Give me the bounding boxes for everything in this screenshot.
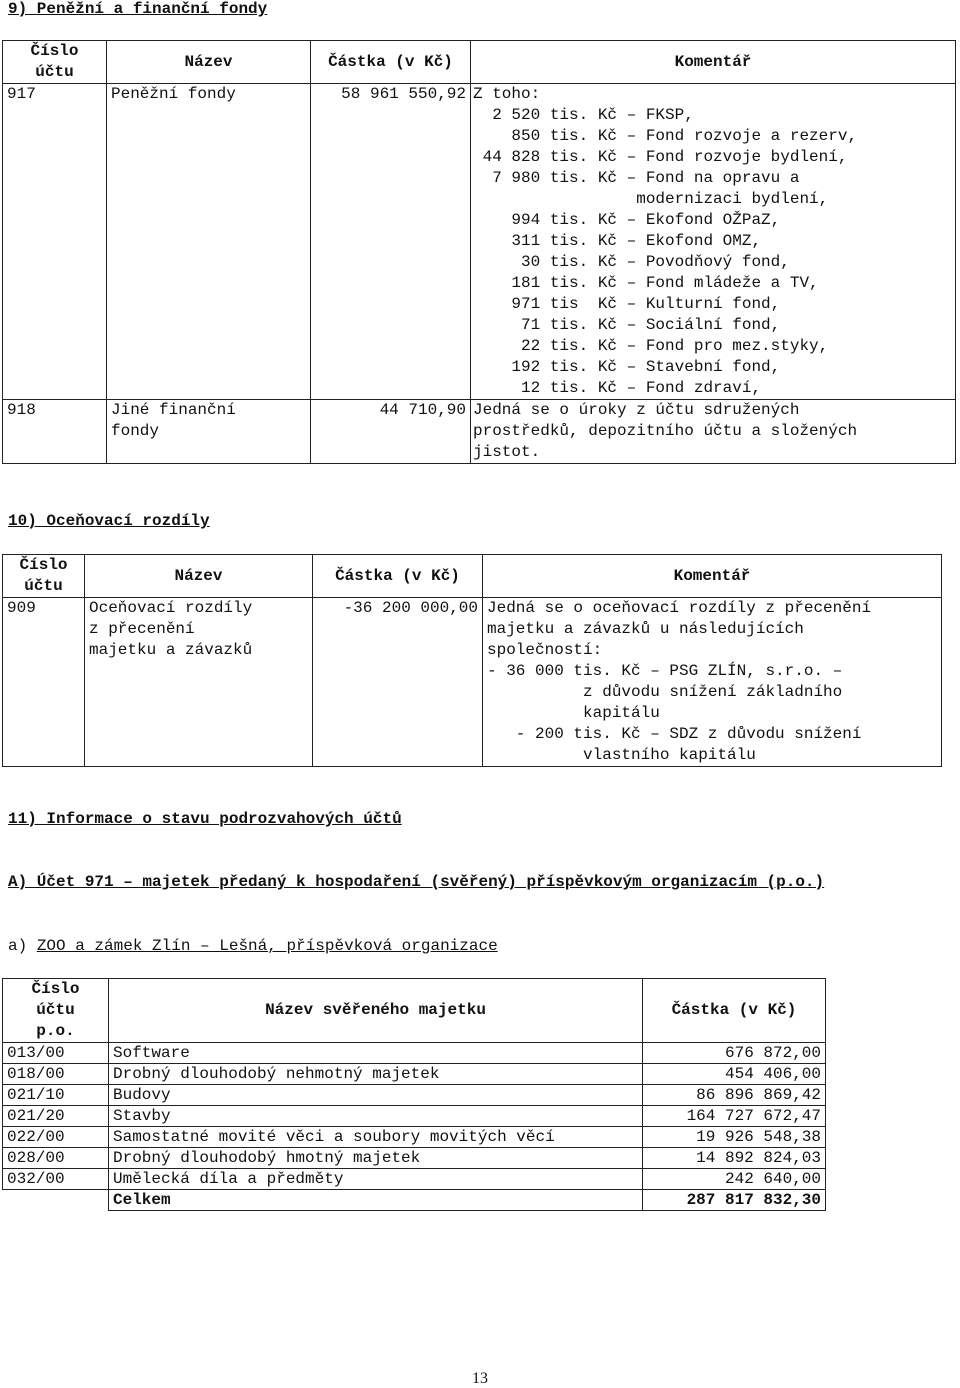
asset-name: Samostatné movité věci a soubory movitých věcí	[109, 1127, 643, 1148]
total-row	[3, 1190, 826, 1211]
table-row	[3, 598, 942, 767]
empty-cell	[3, 1190, 109, 1211]
account-number: 032/00	[3, 1169, 109, 1190]
col-account-number: Číslo účtu p.o.	[3, 979, 109, 1043]
table-row	[3, 1106, 826, 1127]
amount: 454 406,00	[643, 1064, 826, 1085]
table-row	[3, 1127, 826, 1148]
section-10-title: 10) Oceňovací rozdíly	[8, 512, 210, 530]
comment: Jedná se o úroky z účtu sdružených prostředků, depozitního účtu a složených jistot.	[471, 400, 956, 464]
col-name: Název	[85, 555, 313, 598]
section-9-title: 9) Peněžní a finanční fondy	[8, 0, 268, 18]
organization-line	[8, 937, 498, 955]
col-account-number: Číslo účtu	[3, 41, 107, 84]
col-account-number: Číslo účtu	[3, 555, 85, 598]
total-amount: 287 817 832,30	[643, 1190, 826, 1211]
account-number: 022/00	[3, 1127, 109, 1148]
account-number: 021/20	[3, 1106, 109, 1127]
account-number: 021/10	[3, 1085, 109, 1106]
table-row	[3, 1043, 826, 1064]
table-row	[3, 84, 956, 400]
account-number: 917	[3, 84, 107, 400]
organization-name: ZOO a zámek Zlín – Lešná, příspěvková organizace	[36, 937, 498, 955]
section-11-title: 11) Informace o stavu podrozvahových účtů	[8, 810, 402, 828]
section-11a-subtitle: A) Účet 971 – majetek předaný k hospodaření (svěřený) příspěvkovým organizacím (p.o.)	[8, 873, 825, 891]
asset-name: Budovy	[109, 1085, 643, 1106]
valuation-table	[2, 554, 942, 767]
col-amount: Částka (v Kč)	[643, 979, 826, 1043]
amount: 676 872,00	[643, 1043, 826, 1064]
comment: Z toho: 2 520 tis. Kč – FKSP, 850 tis. Kč – Fond rozvoje a rezerv, 44 828 tis. Kč – Fond rozvoje bydlení, 7 980 tis. Kč – Fond na opravu a modernizaci bydlení, 994 tis. Kč – Ekofond OŽPaZ, 311 tis. Kč – Ekofond OMZ, 30 tis. Kč – Povodňový fond, 181 tis. Kč – Fond mládeže a TV, 971 tis Kč – Kulturní fond, 71 tis. Kč – Sociální fond, 22 tis. Kč – Fond pro mez.styky, 192 tis. Kč – Stavební fond, 12 tis. Kč – Fond zdraví,	[471, 84, 956, 400]
total-label: Celkem	[109, 1190, 643, 1211]
assets-table	[2, 978, 826, 1211]
asset-name: Drobný dlouhodobý nehmotný majetek	[109, 1064, 643, 1085]
amount: 19 926 548,38	[643, 1127, 826, 1148]
col-amount: Částka (v Kč)	[313, 555, 483, 598]
asset-name: Stavby	[109, 1106, 643, 1127]
asset-name: Umělecká díla a předměty	[109, 1169, 643, 1190]
asset-name: Software	[109, 1043, 643, 1064]
table-row	[3, 1169, 826, 1190]
col-amount: Částka (v Kč)	[311, 41, 471, 84]
account-number: 013/00	[3, 1043, 109, 1064]
funds-table	[2, 40, 956, 464]
table-row	[3, 1064, 826, 1085]
amount: 58 961 550,92	[311, 84, 471, 400]
col-name: Název	[107, 41, 311, 84]
org-prefix: a)	[8, 937, 37, 955]
col-comment: Komentář	[483, 555, 942, 598]
table-row	[3, 1148, 826, 1169]
col-comment: Komentář	[471, 41, 956, 84]
amount: -36 200 000,00	[313, 598, 483, 767]
comment: Jedná se o oceňovací rozdíly z přecenění majetku a závazků u následujících společností: - 36 000 tis. Kč – PSG ZLÍN, s.r.o. – z důvodu snížení základního kapitálu - 200 tis. Kč – SDZ z důvodu snížení vlastního kapitálu	[483, 598, 942, 767]
table-row	[3, 1085, 826, 1106]
account-number: 018/00	[3, 1064, 109, 1085]
fund-name: Peněžní fondy	[107, 84, 311, 400]
amount: 86 896 869,42	[643, 1085, 826, 1106]
fund-name: Jiné finanční fondy	[107, 400, 311, 464]
page-number: 13	[472, 1370, 488, 1387]
amount: 14 892 824,03	[643, 1148, 826, 1169]
asset-name: Drobný dlouhodobý hmotný majetek	[109, 1148, 643, 1169]
account-number: 918	[3, 400, 107, 464]
item-name: Oceňovací rozdíly z přecenění majetku a závazků	[85, 598, 313, 767]
col-asset-name: Název svěřeného majetku	[109, 979, 643, 1043]
table-row	[3, 400, 956, 464]
amount: 242 640,00	[643, 1169, 826, 1190]
account-number: 028/00	[3, 1148, 109, 1169]
account-number: 909	[3, 598, 85, 767]
amount: 44 710,90	[311, 400, 471, 464]
amount: 164 727 672,47	[643, 1106, 826, 1127]
